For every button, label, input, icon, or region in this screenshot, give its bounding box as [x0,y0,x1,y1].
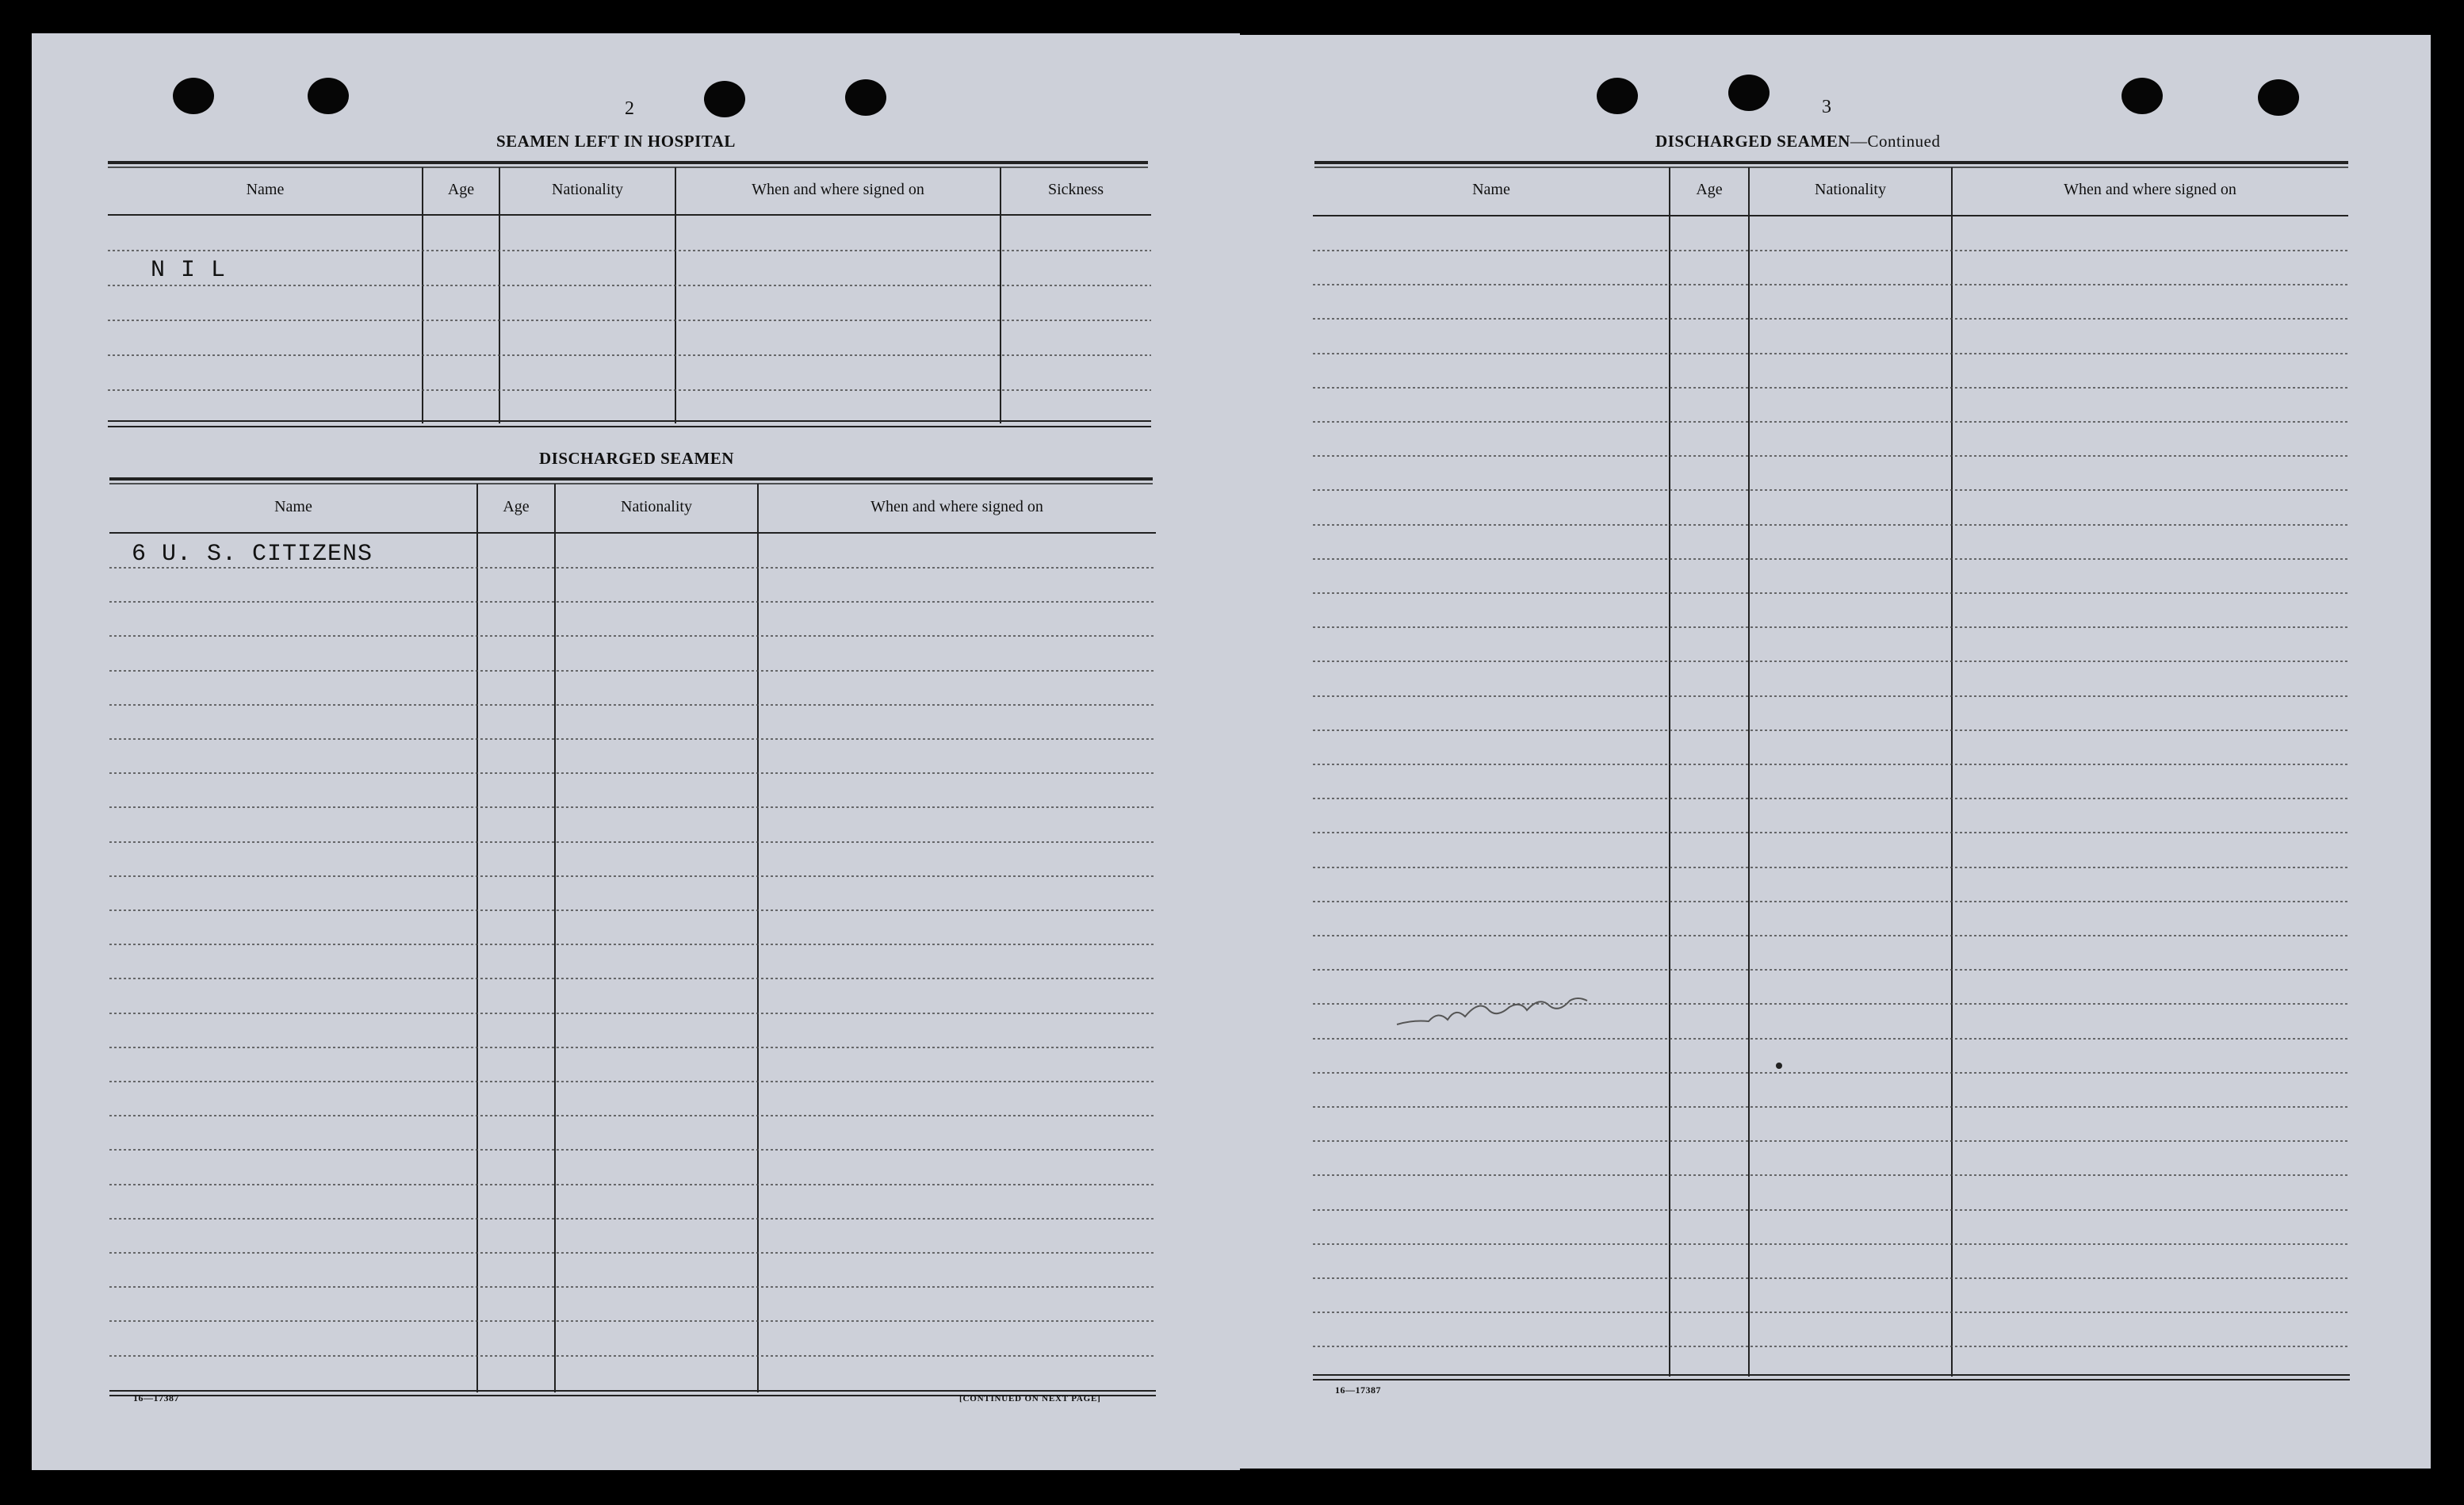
hospital-section-title: SEAMEN LEFT IN HOSPITAL [496,132,736,151]
discharged-col-signed-on: When and where signed on [870,498,1043,515]
hospital-and-discharged-grid [32,33,1240,1470]
form-number: 16—17387 [133,1392,179,1404]
hospital-col-age: Age [447,181,475,198]
hospital-col-sickness: Sickness [1048,181,1104,198]
discharged-section-title: DISCHARGED SEAMEN [539,449,734,468]
discharged-col-name: Name [274,498,312,515]
discharged-col-age: Age [503,498,530,515]
continued-col-name: Name [1472,181,1510,198]
continued-col-signed-on: When and where signed on [2064,181,2236,198]
discharged-col-nationality: Nationality [621,498,692,515]
faint-signature-mark [1397,998,1587,1024]
page-number: 2 [625,98,634,119]
ink-dot [1776,1063,1782,1069]
continued-section-title-main: DISCHARGED SEAMEN [1655,132,1850,151]
left-page [32,33,1240,1470]
continued-col-age: Age [1696,181,1723,198]
right-page [1238,35,2431,1469]
continued-grid [1238,35,2431,1469]
continued-note: [CONTINUED ON NEXT PAGE] [959,1394,1101,1404]
form-number: 16—17387 [1335,1384,1381,1396]
continued-col-nationality: Nationality [1815,181,1886,198]
hospital-col-signed-on: When and where signed on [752,181,924,198]
hospital-col-nationality: Nationality [552,181,623,198]
continued-section-title-suffix: —Continued [1850,132,1941,151]
discharged-entry: 6 U. S. CITIZENS [132,541,373,568]
hospital-entry: N I L [151,257,227,284]
hospital-col-name: Name [246,181,285,198]
page-number: 3 [1822,97,1831,117]
